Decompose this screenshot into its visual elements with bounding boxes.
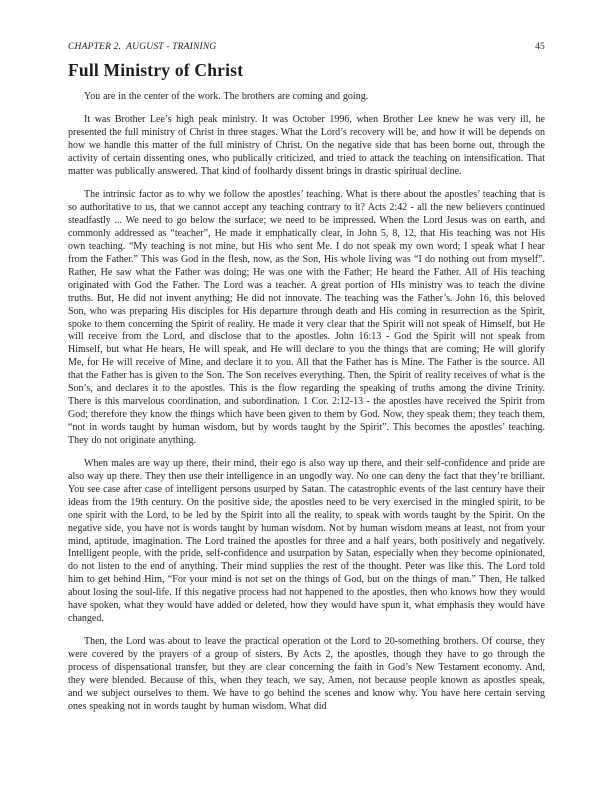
- body-paragraph: Then, the Lord was about to leave the practical operation ot the Lord to 20-something brothers. Of course, they were covered by the prayers of a group of sisters. By Acts 2, the apostles, though they have to go through the process of dispensational transfer, but they are clear concerning the faith in God’s New Testament economy. And, they were blended. Because of this, when they teach, we say, Amen, not because people known as apostles speak, and we subject ourselves to them. We have to go behind the scenes and know why. You have here certain serving ones speaking not in words taught by human wisdom. What did: [68, 636, 545, 712]
- body-paragraph: You are in the center of the work. The brothers are coming and going.: [84, 91, 369, 102]
- body-paragraph: The intrinsic factor as to why we follow the apostles’ teaching. What is there about the apostles’ teaching that is so authoritative to us, that we cannot accept any teaching contrary to it? Acts 2:42 - all the new believers continued steadfastly ... We need to go below the surface; we need to be impressed. When the Lord Jesus was on earth, and commonly addressed as “teacher”, He made it emphatically clear, in John 5, 8, 12, that His teaching was not His own teaching. “My teaching is not mine, but His who sent Me. I do not speak my own word; I speak what I hear from the Father.” This was God in the flesh, now, as the Son, His whole living was “I do nothing out from myself”. Rather, He saw what the Father was doing; He was one with the Father; He heard the Father. All of His teaching originated with God the Father. The Lord was a teacher. A great portion of HIs ministry was to teach the divine truths. But, He did not invent anything; He did not innovate. The teaching was the Father’s. John 16, this beloved Son, who was preparing His disciples for His departure through death and His coming in resurrection as the Spirit, spoke to them concerning the Spirit of reality. He made it very clear that the Spirit will not speak of Himself, but He will receive from the Lord, and disclose that to the apostles. John 16:13 - God the Spirit will not speak from Himself, but what He hears, He will speak, and He will declare to you the things that are coming; He will glorify Me, for He will receive of Mine, and declare it to you. All that the Father has is Mine. The Father is the source. All that the Father has is given to the Son. The Son receives everything. Then, the Spirit of reality receives of what is the Son’s, and declares it to the apostles. This is the flow regarding the speaking of truths among the divine Trinity. There is this marvelous coordination, and subordination. 1 Cor. 2:12-13 - the apostles have received the Spirit from God; therefore they know the things which have been given to them by God. Now, they speak them; they teach them, “not in words taught by human wisdom, but by words taught by the Spirit”. This becomes the apostles’ teaching. They do not originate anything.: [68, 189, 545, 446]
- body-paragraph: When males are way up there, their mind, their ego is also way up there, and their self-confidence and pride are also way up there. They then use their intelligence in an ungodly way. No one can deny the fact that they’re brilliant. You see case after case of intelligent persons usurped by Satan. The catastrophic events of the last century have their ideas from the 19th century. On the positive side, the apostles need to be very exercised in the mingled spirit, to be one spirit with the Lord, to be led by the Spirit into all the reality, to speak with words taught by the Spirit. On the negative side, you have not is words taught by human wisdom. Not by human wisdom means at least, not from your mind, aptitude, imagination. The Lord trained the apostles for three and a half years, both positively and negatively. Intelligent people, with the pride, self-confidence and usurpation by Satan, especially when they become opinionated, do not listen to the end of anything. Their mind supplies the rest of the thought. Peter was like this. The Lord told him to get behind Him, “For your mind is not set on the things of God, but on the things of man.” Then, He talked about losing the soul-life. If this negative process had not happened to the apostles, then who knows how they would have spoken, what they would have added or deleted, how they would have spun it, what emphasis they would have changed.: [68, 458, 545, 624]
- body-text: [68, 91, 545, 724]
- page-header: [68, 42, 545, 52]
- page-number: 45: [535, 42, 545, 52]
- body-paragraph: It was Brother Lee’s high peak ministry. It was October 1996, when Brother Lee knew he was very ill, he presented the full ministry of Christ in three stages. What the Lord’s recovery will be, and how it will be depends on how we handle this matter of the full ministry of Christ. On the negative side that has been borne out, through the activity of certain dissenting ones, who publically criticized, and tried to attack the teaching on intensification. That matter was publically answered. That kind of foolhardy dissent brings in drastic spiritual decline.: [68, 114, 545, 178]
- page-title: Full Ministry of Christ: [68, 60, 244, 80]
- running-header: CHAPTER 2. AUGUST - TRAINING: [68, 42, 217, 52]
